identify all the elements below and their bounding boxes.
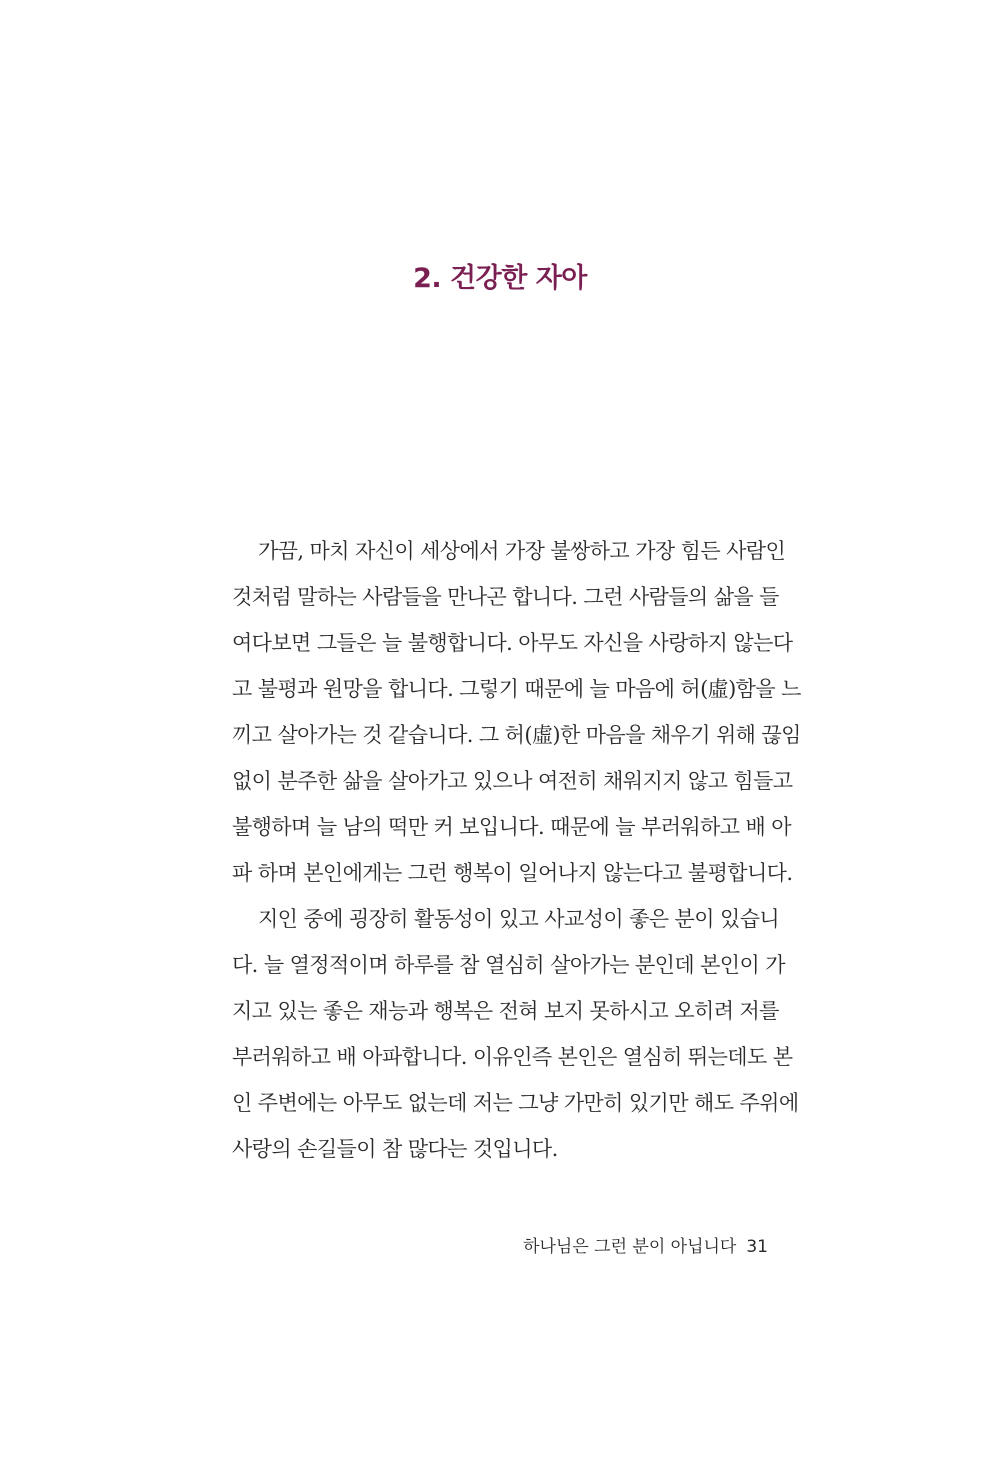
page-footer [523,1232,768,1257]
paragraph-2-line-3: 지고 있는 좋은 재능과 행복은 전혀 보지 못하시고 오히려 저를 [232,999,779,1023]
running-title: 하나님은 그런 분이 아닙니다 [523,1237,737,1257]
paragraph-1-line-6: 없이 분주한 삶을 살아가고 있으나 여전히 채워지지 않고 힘들고 [232,769,793,793]
paragraph-2-line-1: 지인 중에 굉장히 활동성이 있고 사교성이 좋은 분이 있습니 [258,907,780,931]
chapter-title: 2. 건강한 자아 [413,263,587,294]
paragraph-2-line-5: 인 주변에는 아무도 없는데 저는 그냥 가만히 있기만 해도 주위에 [232,1091,799,1115]
paragraph-1-line-4: 고 불평과 원망을 합니다. 그렇기 때문에 늘 마음에 허(虛)함을 느 [232,677,801,701]
paragraph-1-line-7: 불행하며 늘 남의 떡만 커 보입니다. 때문에 늘 부러워하고 배 아 [232,815,791,839]
paragraph-2-line-6: 사랑의 손길들이 참 많다는 것입니다. [232,1137,558,1161]
page-number: 31 [746,1237,768,1257]
paragraph-1-line-2: 것처럼 말하는 사람들을 만나곤 합니다. 그런 사람들의 삶을 들 [232,585,779,609]
paragraph-1-line-1: 가끔, 마치 자신이 세상에서 가장 불쌍하고 가장 힘든 사람인 [258,539,786,563]
paragraph-1-line-5: 끼고 살아가는 것 같습니다. 그 허(虛)한 마음을 채우기 위해 끊임 [232,723,801,747]
paragraph-1-line-8: 파 하며 본인에게는 그런 행복이 일어나지 않는다고 불평합니다. [232,861,793,885]
paragraph-2-line-4: 부러워하고 배 아파합니다. 이유인즉 본인은 열심히 뛰는데도 본 [232,1045,793,1069]
body-text [232,528,801,1172]
paragraph-2-line-2: 다. 늘 열정적이며 하루를 참 열심히 살아가는 분인데 본인이 가 [232,953,785,977]
paragraph-1-line-3: 여다보면 그들은 늘 불행합니다. 아무도 자신을 사랑하지 않는다 [232,631,793,655]
